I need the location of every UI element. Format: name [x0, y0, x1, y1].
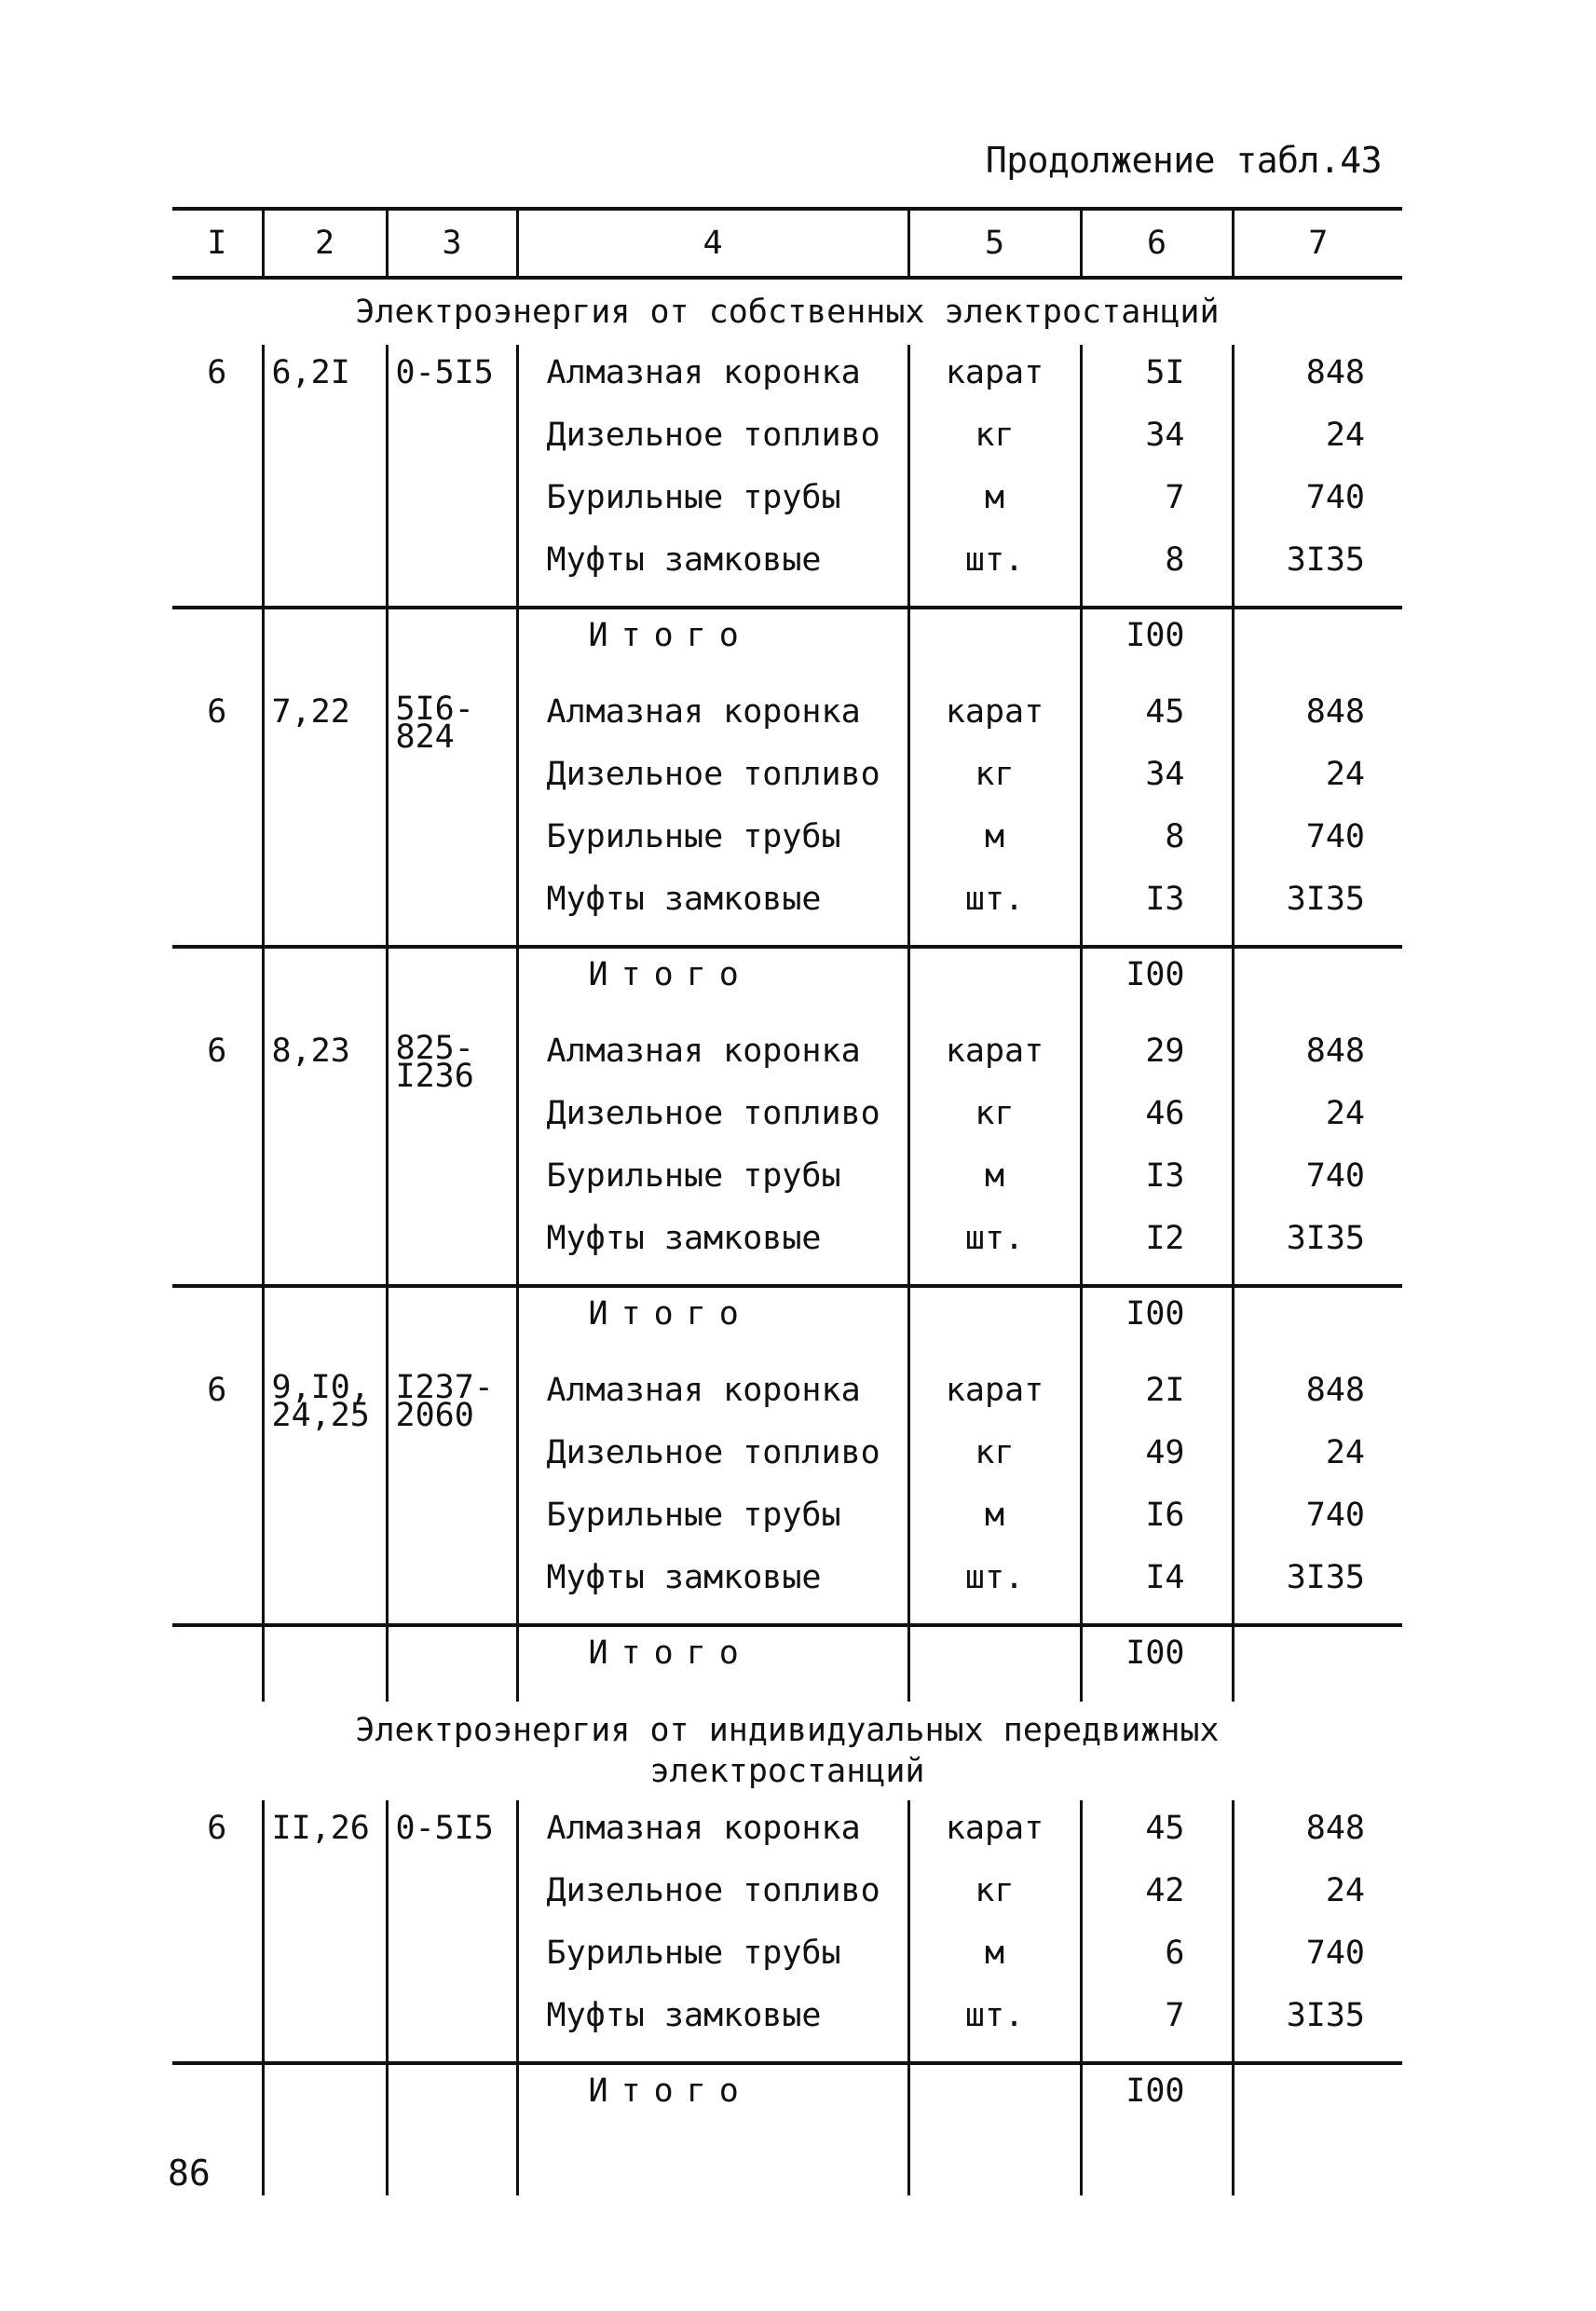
section-mobile-power-text-2: электростанций	[649, 1753, 925, 1790]
cell-unit: карат	[908, 1362, 1081, 1436]
cell-norm-group: 6	[207, 1372, 227, 1409]
cell-material-name: Бурильные трубы	[517, 481, 908, 543]
header-row	[172, 209, 1402, 278]
tail-cell-5	[908, 2140, 1081, 2195]
cell-share: 45	[1081, 1800, 1233, 1874]
tail-cell-3	[387, 2140, 517, 2195]
total-cell-7	[1233, 608, 1402, 684]
cell-unit: шт.	[908, 543, 1081, 608]
cell-item-numbers	[263, 1222, 387, 1286]
cell-price: 740	[1233, 481, 1402, 543]
total-cell-2	[263, 1286, 387, 1362]
section-mobile-power-text-1: Электроэнергия от индивидуальных передвижных	[355, 1712, 1220, 1749]
cell-material-name: Алмазная коронка	[517, 1023, 908, 1097]
cell-depth-range	[387, 543, 517, 608]
cell-unit: кг	[908, 1097, 1081, 1159]
table-row	[172, 1936, 1402, 1999]
cell-depth-range: 0-5I5	[387, 345, 517, 418]
total-row	[172, 2063, 1402, 2140]
cell-depth-range	[387, 481, 517, 543]
total-cell-5	[908, 2063, 1081, 2140]
cell-share: 8	[1081, 820, 1233, 882]
cell-price: 740	[1233, 1936, 1402, 1999]
cell-share: 45	[1081, 684, 1233, 758]
section-own-power-text-1: Электроэнергия от собственных электростанций	[355, 293, 1220, 331]
cell-material-name: Бурильные трубы	[517, 1498, 908, 1561]
total-cell-7	[1233, 2063, 1402, 2140]
cell-price: 848	[1233, 1362, 1402, 1436]
cell-material-name: Дизельное топливо	[517, 418, 908, 481]
cell-share: 49	[1081, 1436, 1233, 1498]
section-own-power	[172, 278, 1402, 345]
total-value: I00	[1081, 947, 1233, 1023]
cell-share: I4	[1081, 1561, 1233, 1625]
column-header-7: 7	[1233, 209, 1402, 278]
cell-depth-range	[387, 758, 517, 820]
cell-price: 3I35	[1233, 882, 1402, 947]
tail-cell-4	[517, 2140, 908, 2195]
total-cell-1	[172, 608, 263, 684]
cell-unit: м	[908, 481, 1081, 543]
total-value: I00	[1081, 2063, 1233, 2140]
total-cell-5	[908, 1625, 1081, 1702]
total-row	[172, 608, 1402, 684]
cell-unit: шт.	[908, 1561, 1081, 1625]
cell-share: 7	[1081, 481, 1233, 543]
total-cell-7	[1233, 947, 1402, 1023]
cell-unit: карат	[908, 1023, 1081, 1097]
column-header-4: 4	[517, 209, 908, 278]
cell-item-numbers	[263, 1097, 387, 1159]
cell-price: 848	[1233, 1023, 1402, 1097]
cell-norm-group	[172, 1561, 263, 1625]
total-value: I00	[1081, 608, 1233, 684]
cell-item-numbers	[263, 1159, 387, 1222]
total-cell-3	[387, 1286, 517, 1362]
table-row	[172, 481, 1402, 543]
cell-unit: кг	[908, 758, 1081, 820]
cell-price: 740	[1233, 1159, 1402, 1222]
cell-norm-group	[172, 882, 263, 947]
cell-norm-group	[172, 1436, 263, 1498]
cell-norm-group	[172, 481, 263, 543]
cell-unit: м	[908, 1498, 1081, 1561]
table-row	[172, 345, 1402, 418]
cell-material-name: Алмазная коронка	[517, 345, 908, 418]
cell-price: 740	[1233, 820, 1402, 882]
total-cell-7	[1233, 1625, 1402, 1702]
cell-norm-group: 6	[207, 1032, 227, 1070]
cell-depth-range: I237- 2060	[387, 1362, 517, 1436]
cell-depth-range	[387, 1436, 517, 1498]
cell-share: I2	[1081, 1222, 1233, 1286]
total-cell-2	[263, 1625, 387, 1702]
cell-price: 3I35	[1233, 1222, 1402, 1286]
column-header-5: 5	[908, 209, 1081, 278]
table-row	[172, 1498, 1402, 1561]
cell-norm-group	[172, 758, 263, 820]
cell-depth-range	[387, 418, 517, 481]
cell-depth-range	[387, 1874, 517, 1936]
cell-item-numbers	[263, 1874, 387, 1936]
cell-norm-group	[172, 1936, 263, 1999]
column-header-6: 6	[1081, 209, 1233, 278]
cell-material-name: Алмазная коронка	[517, 1800, 908, 1874]
cell-unit: м	[908, 820, 1081, 882]
cell-unit: карат	[908, 1800, 1081, 1874]
table-row	[172, 1222, 1402, 1286]
cell-unit: м	[908, 1936, 1081, 1999]
cell-price: 24	[1233, 758, 1402, 820]
total-cell-1	[172, 2063, 263, 2140]
cell-depth-range: 0-5I5	[387, 1800, 517, 1874]
total-row	[172, 1286, 1402, 1362]
total-label: Итого	[517, 2063, 908, 2140]
total-cell-5	[908, 947, 1081, 1023]
cell-share: 2I	[1081, 1362, 1233, 1436]
cell-item-numbers	[263, 1936, 387, 1999]
cell-norm-group	[172, 1097, 263, 1159]
cell-depth-range	[387, 882, 517, 947]
cell-share: I6	[1081, 1498, 1233, 1561]
total-label: Итого	[517, 947, 908, 1023]
cell-norm-group	[172, 1222, 263, 1286]
cell-item-numbers	[263, 758, 387, 820]
cell-material-name: Дизельное топливо	[517, 758, 908, 820]
cell-price: 848	[1233, 1800, 1402, 1874]
cell-material-name: Бурильные трубы	[517, 820, 908, 882]
cell-norm-group	[172, 1874, 263, 1936]
cell-item-numbers	[263, 418, 387, 481]
table-row	[172, 1999, 1402, 2063]
table-caption: Продолжение табл.43	[985, 140, 1382, 181]
total-cell-3	[387, 1625, 517, 1702]
total-row	[172, 947, 1402, 1023]
total-cell-3	[387, 608, 517, 684]
table-row	[172, 1023, 1402, 1097]
total-value: I00	[1081, 1625, 1233, 1702]
cell-item-numbers: 9,I0, 24,25	[263, 1362, 387, 1436]
cell-item-numbers	[263, 1436, 387, 1498]
total-cell-5	[908, 608, 1081, 684]
cell-norm-group	[172, 1159, 263, 1222]
cell-norm-group: 6	[207, 693, 227, 731]
total-cell-2	[263, 2063, 387, 2140]
cell-item-numbers	[263, 1498, 387, 1561]
cell-share: 42	[1081, 1874, 1233, 1936]
cell-price: 848	[1233, 345, 1402, 418]
table-row	[172, 758, 1402, 820]
table-row	[172, 1097, 1402, 1159]
cell-item-numbers: II,26	[263, 1800, 387, 1874]
cell-item-numbers: 8,23	[263, 1023, 387, 1097]
cell-depth-range	[387, 1936, 517, 1999]
cell-share: 8	[1081, 543, 1233, 608]
cell-norm-group	[172, 820, 263, 882]
cell-depth-range	[387, 1999, 517, 2063]
cell-item-numbers	[263, 543, 387, 608]
cell-share: 34	[1081, 758, 1233, 820]
cell-price: 24	[1233, 1097, 1402, 1159]
cell-share: 7	[1081, 1999, 1233, 2063]
cell-item-numbers	[263, 1999, 387, 2063]
table-row	[172, 1874, 1402, 1936]
cell-share: I3	[1081, 882, 1233, 947]
cell-unit: кг	[908, 1436, 1081, 1498]
page-number: 86	[168, 2153, 211, 2194]
cell-norm-group: 6	[207, 354, 227, 391]
table-row	[172, 543, 1402, 608]
cell-material-name: Дизельное топливо	[517, 1436, 908, 1498]
cell-price: 24	[1233, 1436, 1402, 1498]
table-row	[172, 418, 1402, 481]
cell-norm-group	[172, 543, 263, 608]
tail-cell-2	[263, 2140, 387, 2195]
cell-unit: кг	[908, 418, 1081, 481]
cell-norm-group	[172, 418, 263, 481]
cell-depth-range	[387, 820, 517, 882]
total-row	[172, 1625, 1402, 1702]
total-cell-5	[908, 1286, 1081, 1362]
cell-share: 29	[1081, 1023, 1233, 1097]
total-cell-7	[1233, 1286, 1402, 1362]
cell-depth-range	[387, 1097, 517, 1159]
cell-price: 3I35	[1233, 1561, 1402, 1625]
cell-material-name: Муфты замковые	[517, 1222, 908, 1286]
cell-unit: карат	[908, 684, 1081, 758]
column-header-3: 3	[387, 209, 517, 278]
cell-price: 848	[1233, 684, 1402, 758]
total-cell-2	[263, 947, 387, 1023]
cell-depth-range: 5I6- 824	[387, 684, 517, 758]
cell-norm-group	[172, 1999, 263, 2063]
cell-item-numbers	[263, 1561, 387, 1625]
cell-unit: шт.	[908, 1999, 1081, 2063]
cell-unit: шт.	[908, 882, 1081, 947]
table-row	[172, 1561, 1402, 1625]
tail-row	[172, 2140, 1402, 2195]
cell-material-name: Дизельное топливо	[517, 1874, 908, 1936]
cell-unit: м	[908, 1159, 1081, 1222]
cell-item-numbers: 6,2I	[263, 345, 387, 418]
cell-depth-range	[387, 1222, 517, 1286]
cell-material-name: Бурильные трубы	[517, 1936, 908, 1999]
column-header-1: I	[172, 209, 263, 278]
section-mobile-power-label	[172, 1702, 1402, 1800]
cell-material-name: Бурильные трубы	[517, 1159, 908, 1222]
cell-material-name: Муфты замковые	[517, 1561, 908, 1625]
cell-material-name: Муфты замковые	[517, 1999, 908, 2063]
cell-material-name: Алмазная коронка	[517, 1362, 908, 1436]
total-label: Итого	[517, 608, 908, 684]
cell-item-numbers: 7,22	[263, 684, 387, 758]
cell-item-numbers	[263, 820, 387, 882]
total-label: Итого	[517, 1625, 908, 1702]
cell-norm-group: 6	[207, 1810, 227, 1847]
cell-price: 24	[1233, 418, 1402, 481]
tail-cell-7	[1233, 2140, 1402, 2195]
cell-price: 24	[1233, 1874, 1402, 1936]
total-cell-1	[172, 947, 263, 1023]
cell-price: 3I35	[1233, 1999, 1402, 2063]
cell-unit: кг	[908, 1874, 1081, 1936]
cell-depth-range	[387, 1498, 517, 1561]
table-row	[172, 1800, 1402, 1874]
cell-item-numbers	[263, 882, 387, 947]
total-cell-1	[172, 1286, 263, 1362]
total-value: I00	[1081, 1286, 1233, 1362]
total-cell-3	[387, 947, 517, 1023]
table-row	[172, 882, 1402, 947]
total-cell-3	[387, 2063, 517, 2140]
table-row	[172, 1436, 1402, 1498]
cell-share: 5I	[1081, 345, 1233, 418]
total-cell-1	[172, 1625, 263, 1702]
cell-material-name: Муфты замковые	[517, 882, 908, 947]
cell-depth-range	[387, 1159, 517, 1222]
norms-table	[172, 207, 1402, 2195]
cell-material-name: Алмазная коронка	[517, 684, 908, 758]
total-label: Итого	[517, 1286, 908, 1362]
table-row	[172, 1362, 1402, 1436]
tail-cell-6	[1081, 2140, 1233, 2195]
cell-price: 3I35	[1233, 543, 1402, 608]
section-mobile-power	[172, 1702, 1402, 1800]
total-cell-2	[263, 608, 387, 684]
cell-material-name: Муфты замковые	[517, 543, 908, 608]
cell-share: 46	[1081, 1097, 1233, 1159]
cell-unit: карат	[908, 345, 1081, 418]
cell-depth-range	[387, 1561, 517, 1625]
cell-share: 6	[1081, 1936, 1233, 1999]
cell-material-name: Дизельное топливо	[517, 1097, 908, 1159]
cell-price: 740	[1233, 1498, 1402, 1561]
table-row	[172, 684, 1402, 758]
table-row	[172, 820, 1402, 882]
column-header-2: 2	[263, 209, 387, 278]
section-own-power-label	[172, 278, 1402, 345]
table-row	[172, 1159, 1402, 1222]
cell-unit: шт.	[908, 1222, 1081, 1286]
cell-item-numbers	[263, 481, 387, 543]
cell-depth-range: 825- I236	[387, 1023, 517, 1097]
cell-share: I3	[1081, 1159, 1233, 1222]
cell-share: 34	[1081, 418, 1233, 481]
cell-norm-group	[172, 1498, 263, 1561]
